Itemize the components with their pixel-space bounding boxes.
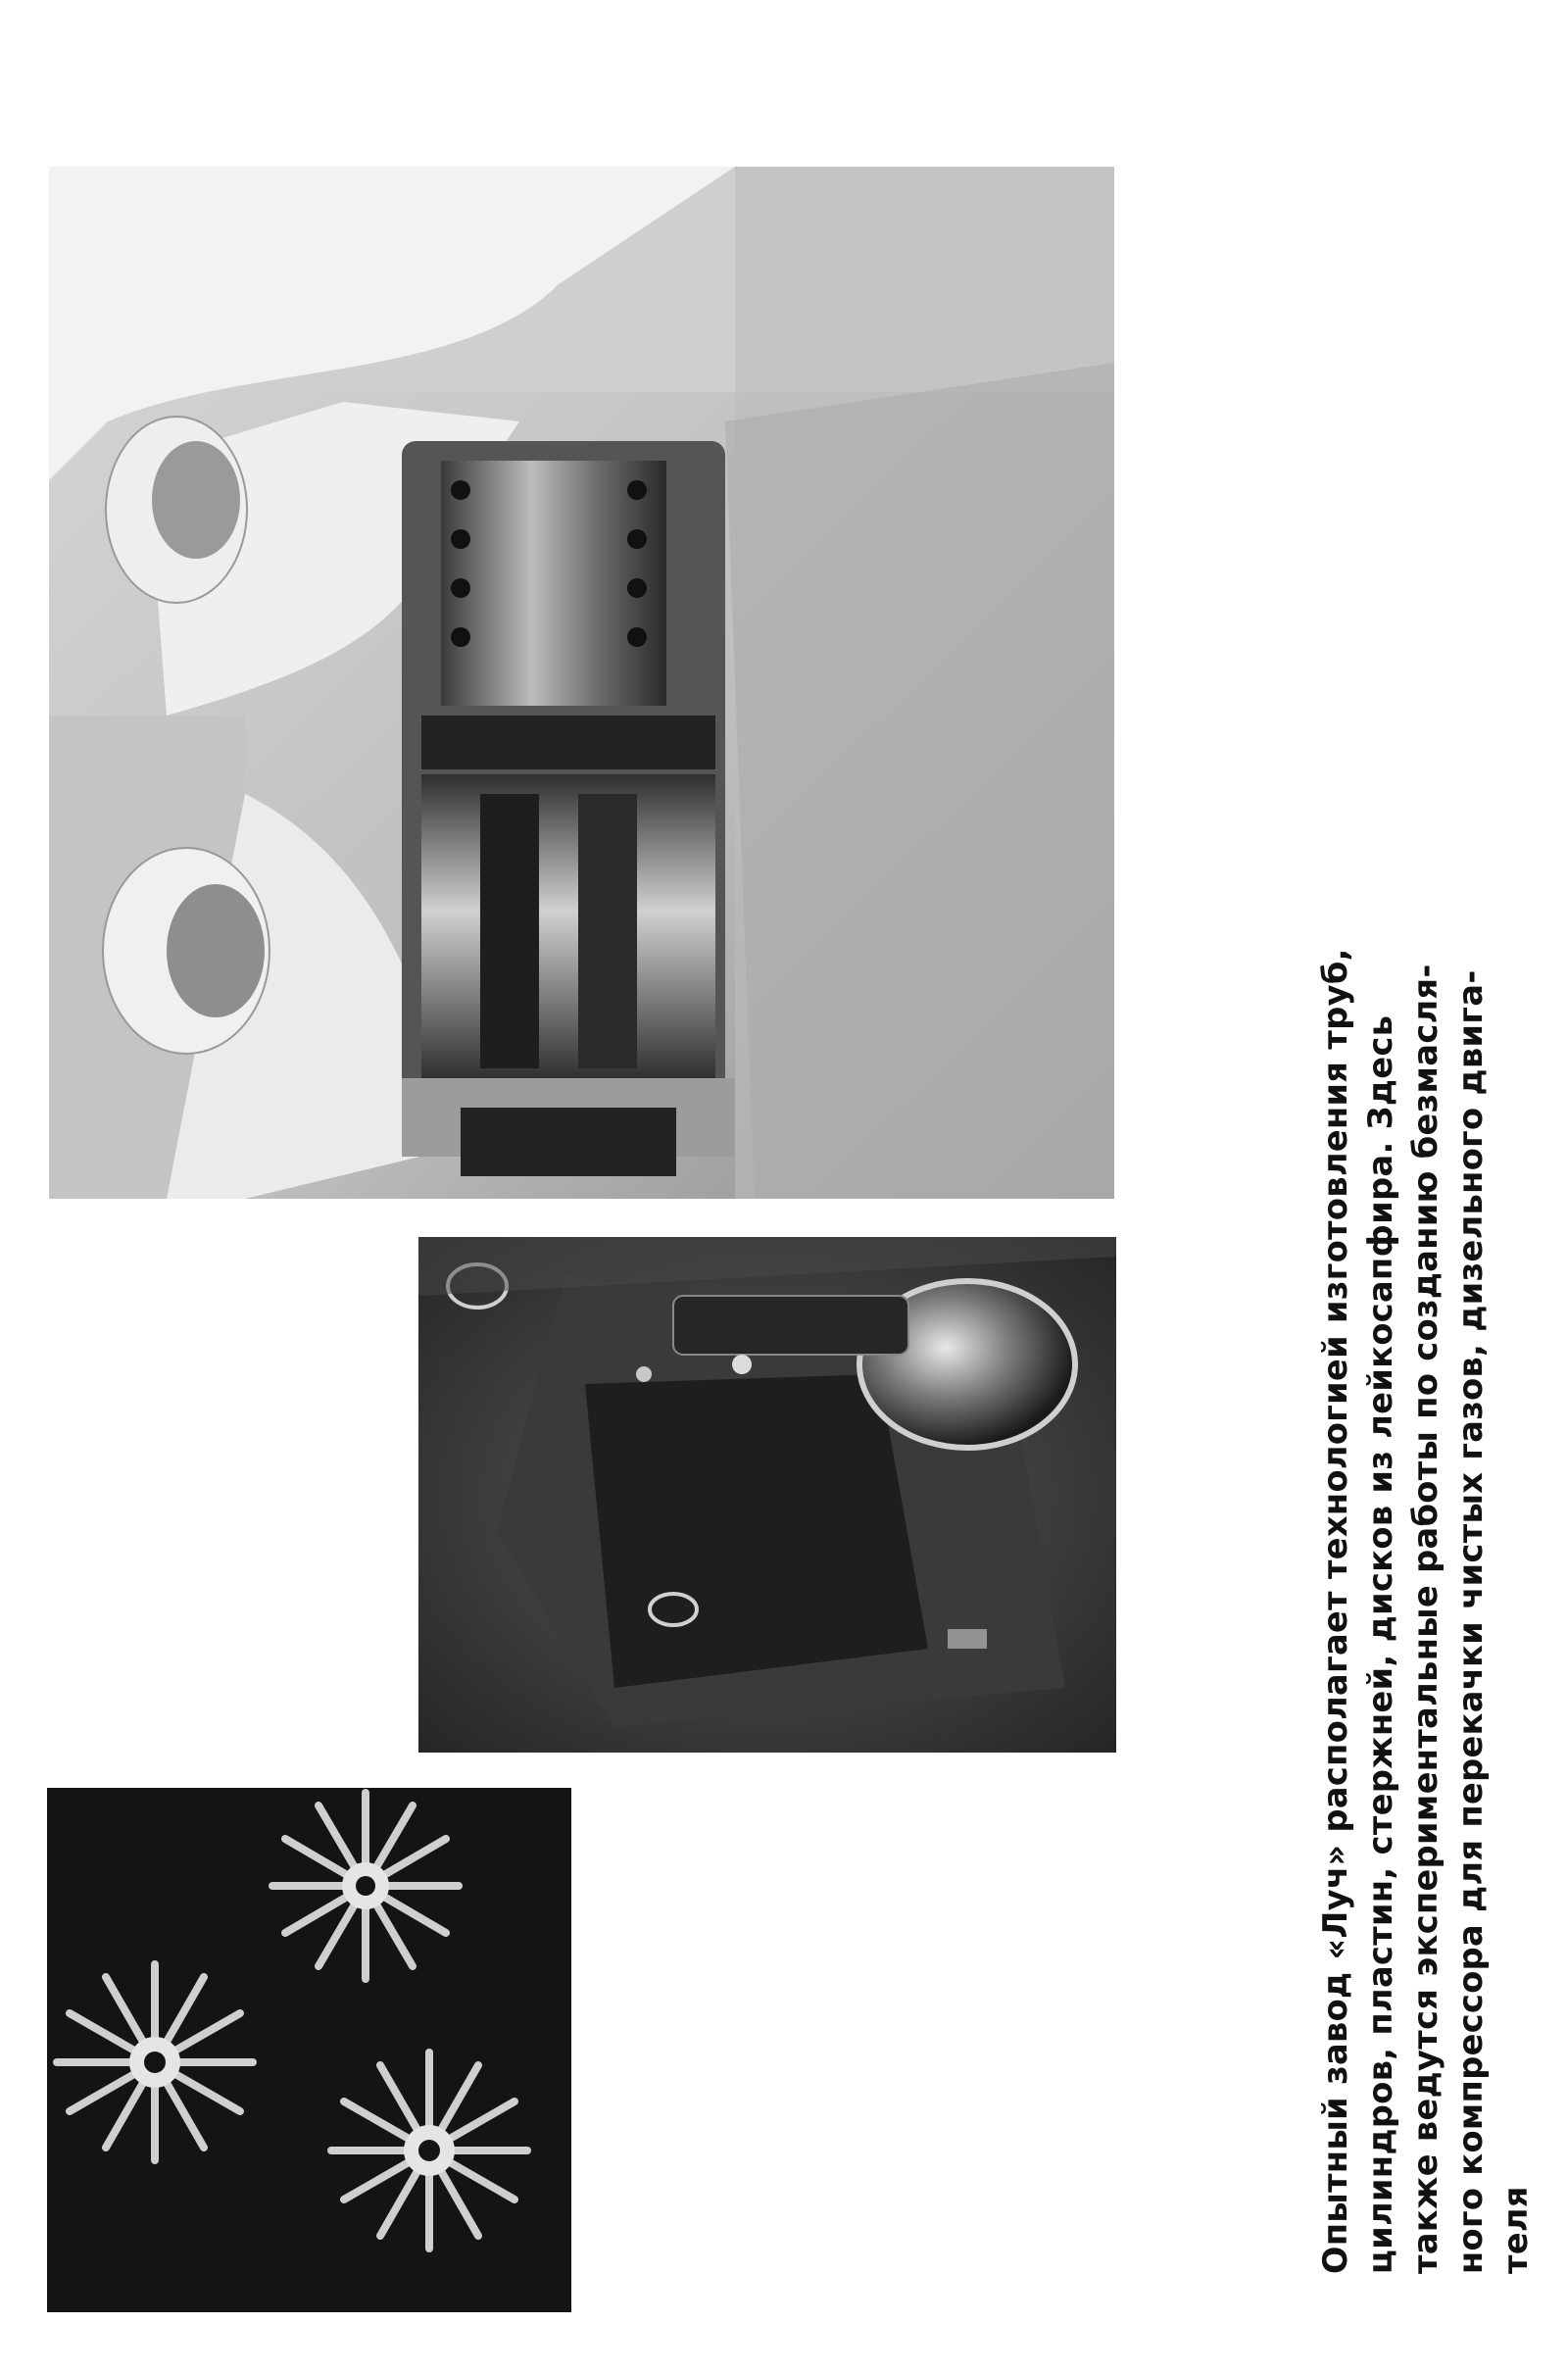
caption-line-4: ного компрессора для перекачки чистых газов, дизельного двига- xyxy=(1451,969,1490,2274)
photo-workers-graphic xyxy=(49,167,1114,1199)
caption-line-5: теля xyxy=(1496,2186,1535,2274)
caption-line-3: также ведутся экспериментальные работы по созданию безмасля- xyxy=(1406,964,1445,2274)
photo-workers-compressor xyxy=(49,167,1114,1199)
figure-caption xyxy=(1313,765,1539,2274)
photo-stars-graphic xyxy=(47,1788,571,2312)
photo-star-items xyxy=(47,1788,571,2312)
caption-line-1: Опытный завод «Луч» располагает технологией изготовления труб, xyxy=(1316,948,1354,2274)
photo-sapphire-device xyxy=(418,1237,1116,1753)
caption-wrap xyxy=(1313,765,1535,2274)
caption-line-2: цилиндров, пластин, стержней, дисков из лейкосапфира. Здесь xyxy=(1361,1014,1399,2274)
photo-device-graphic xyxy=(418,1237,1116,1753)
